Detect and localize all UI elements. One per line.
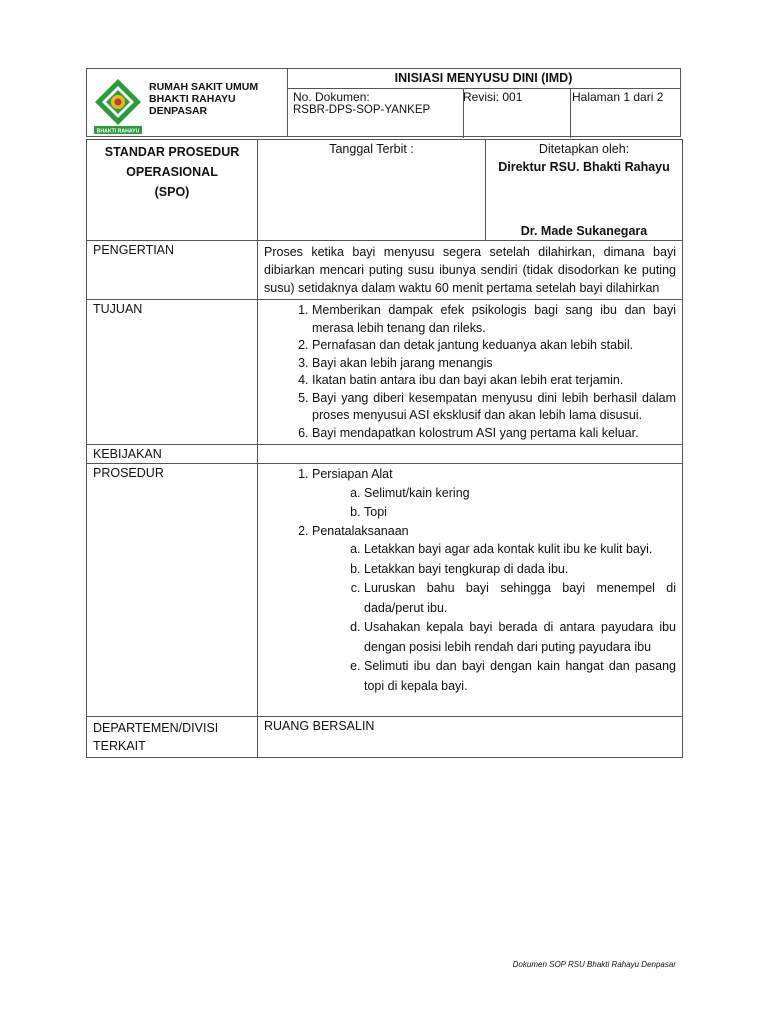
list-item: d. Usahakan kepala bayi berada di antara payudara ibu dengan posisi lebih rendah dari puting payudara ibu [364,618,676,657]
list-item: 1. Persiapan Alat a. Selimut/kain kering b. Topi [312,466,676,523]
departemen-row [87,717,683,758]
tujuan-list [264,302,676,442]
spo-title: STANDAR PROSEDUR OPERASIONAL (SPO) [87,140,258,241]
list-item: 3. Bayi akan lebih jarang menangis [312,355,676,373]
pengertian-row [87,241,683,300]
page-footer: Dokumen SOP RSU Bhakti Rahayu Denpasar [512,960,676,969]
document-header [86,68,681,137]
prosedur-list [264,466,676,696]
list-item: 5. Bayi yang diberi kesempatan menyusu dini lebih berhasil dalam proses menyusui ASI eksklusif dan akan lebih lama disusui. [312,390,676,425]
approval: Ditetapkan oleh: Direktur RSU. Bhakti Rahayu Dr. Made Sukanegara [486,140,683,241]
revision-number: Revisi: 001 [457,88,571,138]
kebijakan-text [258,445,683,464]
tujuan-list-cell [258,300,683,445]
departemen-value: RUANG BERSALIN [258,717,683,758]
list-item: 6. Bayi mendapatkan kolostrum ASI yang pertama kali keluar. [312,425,676,443]
hospital-name: RUMAH SAKIT UMUM BHAKTI RAHAYU DENPASAR [149,81,259,117]
hospital-logo [91,77,145,135]
pengertian-label: PENGERTIAN [87,241,258,300]
prosedur-list-cell [258,464,683,717]
kebijakan-row [87,445,683,464]
svg-text:BHAKTI RAHAYU: BHAKTI RAHAYU [96,128,140,135]
prosedur-label: PROSEDUR [87,464,258,717]
tujuan-label: TUJUAN [87,300,258,445]
logo-cell [87,69,288,136]
list-item: b. Topi [364,503,676,523]
list-item: 2. Penatalaksanaan a. Letakkan bayi agar ada kontak kulit ibu ke kulit bayi. b. Letakkan bayi tengkurap di dada ibu. c. Luruskan bahu bayi sehingga bayi menempel di dada/perut ibu. d. Usahakan kepala bayi berada di antara payudara ibu dengan posisi lebih rendah dari puting payudara ibu e. Selimuti ibu dan bayi dengan kain hangat dan pasang topi di kepala bayi. [312,523,676,697]
list-item: b. Letakkan bayi tengkurap di dada ibu. [364,560,676,580]
list-item: a. Letakkan bayi agar ada kontak kulit ibu ke kulit bayi. [364,540,676,560]
departemen-label: DEPARTEMEN/DIVISI TERKAIT [87,717,258,758]
sub-list [312,484,676,523]
pengertian-text: Proses ketika bayi menyusu segera setelah dilahirkan, dimana bayi dibiarkan mencari puting susu ibunya sendiri (tidak disodorkan ke puting susu) setidaknya dalam waktu 60 menit pertama setelah bayi dilahirkan [258,241,683,300]
sub-list [312,540,676,696]
list-item: e. Selimuti ibu dan bayi dengan kain hangat dan pasang topi di kepala bayi. [364,657,676,696]
document-title: INISIASI MENYUSU DINI (IMD) [287,69,680,89]
document-number: No. Dokumen: RSBR-DPS-SOP-YANKEP [287,88,464,138]
sop-table [86,139,683,758]
signatory-name: Dr. Made Sukanegara [520,224,648,238]
list-item: 4. Ikatan batin antara ibu dan bayi akan lebih erat terjamin. [312,372,676,390]
tujuan-row [87,300,683,445]
issue-date: Tanggal Terbit : [258,140,486,241]
list-item: 2. Pernafasan dan detak jantung keduanya akan lebih stabil. [312,337,676,355]
prosedur-row [87,464,683,717]
spo-row [87,140,683,241]
kebijakan-label: KEBIJAKAN [87,445,258,464]
page-number: Halaman 1 dari 2 [572,90,664,104]
list-item: a. Selimut/kain kering [364,484,676,504]
list-item: 1. Memberikan dampak efek psikologis bagi sang ibu dan bayi merasa lebih tenang dan rileks. [312,302,676,337]
list-item: c. Luruskan bahu bayi sehingga bayi menempel di dada/perut ibu. [364,579,676,618]
